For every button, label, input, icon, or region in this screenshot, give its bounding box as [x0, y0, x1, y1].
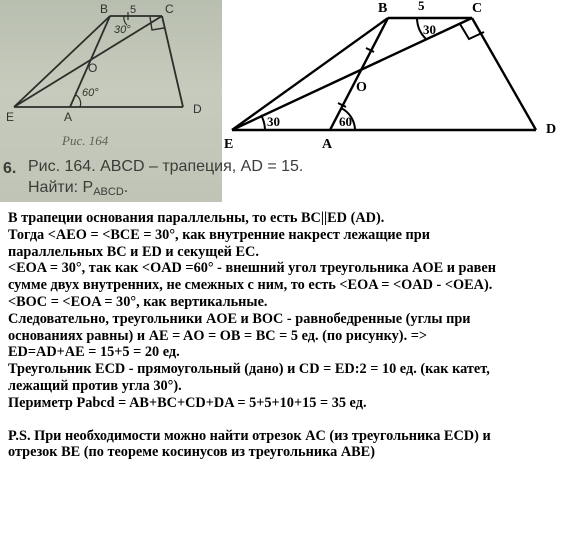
photo-caption: Рис. 164	[62, 133, 109, 148]
photo-label-five: 5	[130, 4, 137, 16]
ps-line: отрезок BE (по теореме косинусов из треугольника ABE)	[8, 444, 375, 461]
photo-side-cd	[162, 16, 183, 107]
photo-label-angle-60: 60°	[82, 87, 99, 99]
photo-label-b: B	[100, 2, 109, 16]
solution-line: Периметр Pabcd = AB+BC+CD+DA = 5+5+10+15 = 35 ед.	[8, 394, 367, 411]
solution-line: Следовательно, треугольники AOE и BOC - равнобедренные (углы при	[8, 310, 471, 327]
label-five: 5	[418, 0, 425, 13]
paragraph-gap	[8, 412, 564, 428]
label-angle-30-bottom: 30	[267, 114, 280, 129]
label-angle-60: 60	[339, 114, 352, 129]
textbook-figure	[0, 0, 304, 202]
label-angle-30-top: 30	[423, 22, 436, 37]
solution-line: В трапеции основания параллельны, то есть BC||ED (AD).	[8, 210, 385, 226]
photo-label-angle-30: 30°	[114, 24, 131, 36]
side-eb	[232, 18, 388, 130]
solution-line: основаниях равны) и AE = AO = OB = BC = 5 ед. (по рисунку). =>	[8, 327, 428, 344]
solution-text	[8, 210, 564, 461]
photo-find-line: Найти: PABCD.	[28, 179, 129, 198]
photo-label-a: A	[64, 110, 73, 124]
trapezoid-diagram	[218, 0, 567, 202]
photo-label-c: C	[165, 2, 174, 16]
side-cd	[472, 18, 536, 130]
label-b: B	[378, 1, 388, 16]
label-c: C	[472, 1, 483, 16]
solution-line: ED=AD+AE = 15+5 = 20 ед.	[8, 344, 180, 361]
angle-arc-bottom-30	[261, 115, 265, 130]
label-o: O	[356, 80, 367, 95]
solution-line: лежащий против угла 30°).	[8, 377, 182, 394]
photo-angle-arc-60	[76, 95, 81, 107]
label-e: E	[224, 137, 234, 152]
label-a: A	[322, 137, 333, 152]
textbook-photo	[0, 0, 304, 202]
solution-line: Треугольник ECD - прямоугольный (дано) и CD = ED:2 = 10 ед. (как катет,	[8, 361, 490, 378]
label-d: D	[546, 122, 557, 137]
solution-line: <BOC = <EOA = 30°, как вертикальные.	[8, 293, 268, 310]
photo-label-e: E	[6, 110, 15, 124]
ps-line: P.S. При необходимости можно найти отрезок AC (из треугольника ECD) и	[8, 427, 491, 444]
solution-line: параллельных BC и ED и секущей EC.	[8, 243, 259, 260]
photo-task-line: Рис. 164. ABCD – трапеция, AD = 15.	[28, 158, 304, 175]
photo-label-d: D	[193, 102, 202, 116]
photo-label-o: O	[88, 61, 98, 75]
solution-line: Тогда <AEO = <BCE = 30°, как внутренние накрест лежащие при	[8, 226, 430, 243]
solution-line: <EOA = 30°, так как <OAD =60° - внешний угол треугольника AOE и равен	[8, 260, 496, 277]
photo-task-number: 6.	[3, 160, 17, 177]
solution-line: сумме двух внутренних, не смежных с ним, то есть <EOA = <OAD - <OEA).	[8, 277, 493, 294]
